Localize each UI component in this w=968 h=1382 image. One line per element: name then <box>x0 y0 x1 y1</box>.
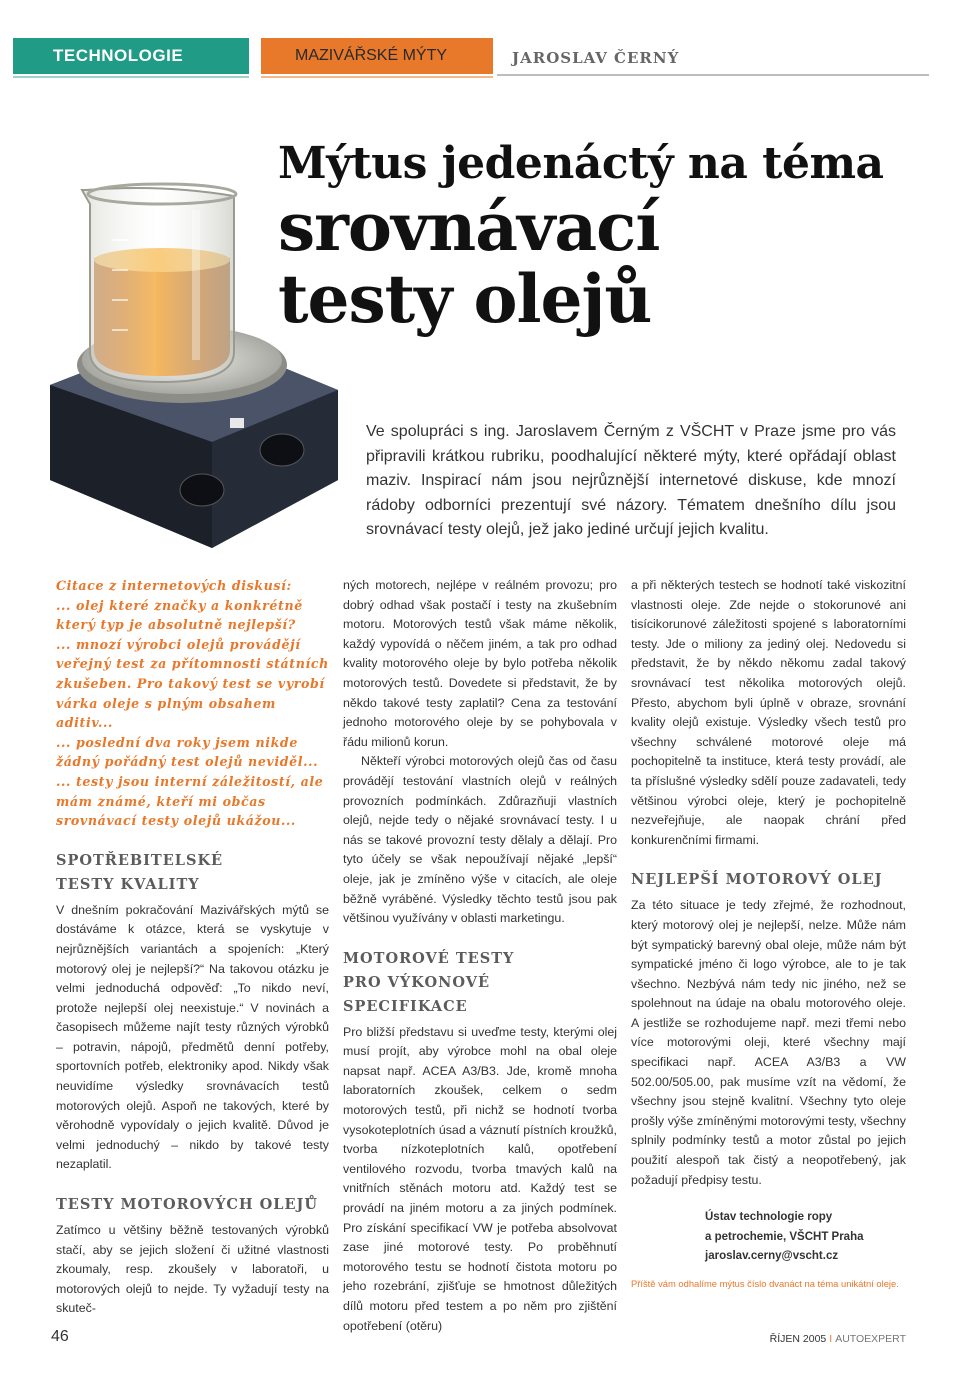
paragraph: Za této situace je tedy zřejmé, že rozhodnout, který motorový olej je nejlepší, nelze. Může nám být sympatický barevný obal oleje, může nám být sympatické jméno či logo výrobce, ale to je tak všechno. Nezbývá nám tedy nic jiného, než se spolehnout na údaje na obalu motorového oleje. A jestliže se rozhodujeme např. mezi třemi nebo více motorovými oleji, které všechny mají specifikaci např. ACEA A3/B3 a VW 502.00/505.00, pak musíme vzít na vědomí, že všechny jsou stejně kvalitní. Všechny tyto oleje prošly výše zmíněnými motorovými testy, všechny splnily podmínky testů a motor zůstal po jejich použití alespoň tak čistý a neopotřebený, jak požadují předpisy testu. <box>631 898 906 1187</box>
quote-item: ... poslední dva roky jsem nikde žádný pořádný test olejů neviděl... <box>56 734 319 770</box>
column-2 <box>343 576 617 1336</box>
section-heading <box>56 849 329 897</box>
title-line-2: srovnávací <box>278 188 660 266</box>
article-title <box>278 138 928 338</box>
footer-issue <box>770 1333 906 1345</box>
heading-line: SPOTŘEBITELSKÉ <box>56 851 224 869</box>
author-email: jaroslav.cerny@vscht.cz <box>705 1250 839 1263</box>
author-affiliation <box>705 1208 906 1267</box>
forum-quotes <box>56 576 329 831</box>
magazine-name: AUTOEXPERT <box>835 1333 906 1345</box>
issue-date: ŘÍJEN 2005 <box>769 1333 827 1345</box>
section-tag: TECHNOLOGIE <box>13 38 249 74</box>
quote-item: ... olej které značky a konkrétně který typ je absolutně nejlepší? <box>56 597 303 633</box>
title-line-1: Mýtus jedenáctý na téma <box>278 138 884 189</box>
article-intro: Ve spolupráci s ing. Jaroslavem Černým z VŠCHT v Praze jsme pro vás připravili krátkou rubriku, poodhalující některé mýty, které opřádají oblast maziv. Inspirací nám jsou nejrůznější internetové diskuse, kde mnozí rádoby odborníci prezentují své názory. Tématem dnešního dílu jsou srovnávací testy olejů, jež jako jediné určují jejich kvalitu. <box>366 423 896 538</box>
paragraph: Zatímco u většiny běžně testovaných výrobků stačí, aby se jejich složení či užitné vlastnosti zkoumaly, resp. zkoušely v laboratoři, u motorových olejů to nejde. Ty vyžadují testy na skuteč- <box>56 1223 329 1316</box>
paragraph: Pro bližší představu si uveďme testy, kterými olej musí projít, aby výrobce mohl na obal oleje napsat např. ACEA A3/B3. Jde, kromě mnoha laboratorních zkoušek, celkem o sedm motorových testů, při nichž se hodnotí tvorba vysokoteplotních úsad a váznutí pístních kroužků, tvorba nízkoteplotních kalů, opotřebení ventilového rozvodu, tvorba tmavých kalů na vnitřních stěnách motoru atd. Každý test se provádí na jiném motoru a za jiných podmínek. Pro získání specifikací VW je potřeba absolvovat zase jiné motorové testy. Po proběhnutí motorového testu se hodnotí čistota motoru po jeho rozebrání, zjišťuje se hmotnost důležitých dílů motoru před testem a po něm pro zjištění opotřebení (otěru) <box>343 1024 617 1333</box>
column-3 <box>631 576 906 1267</box>
heading-line: MOTOROVÉ TESTY <box>343 949 515 967</box>
affiliation-line: a petrochemie, VŠCHT Praha <box>705 1230 864 1243</box>
beaker-on-hotplate-image <box>42 180 342 550</box>
heading-line: PRO VÝKONOVÉ SPECIFIKACE <box>343 973 491 1015</box>
next-issue-note: Příště vám odhalíme mýtus číslo dvanáct na téma unikátní oleje. <box>631 1278 899 1289</box>
affiliation-line: Ústav technologie ropy <box>705 1211 833 1224</box>
section-heading: NEJLEPŠÍ MOTOROVÝ OLEJ <box>631 871 883 889</box>
quote-item: Citace z internetových diskusí: <box>56 578 292 593</box>
section-heading: TESTY MOTOROVÝCH OLEJŮ <box>56 1196 319 1214</box>
series-tag: MAZIVÁŘSKÉ MÝTY <box>261 38 493 74</box>
title-line-3: testy olejů <box>278 260 652 338</box>
page-number: 46 <box>51 1328 69 1345</box>
heading-line: TESTY KVALITY <box>56 875 200 893</box>
paragraph: ných motorech, nejlépe v reálném provozu; pro dobrý odhad však postačí i testy na zkušebním motoru. Motorových testů však máme několik, každý vypovídá o něčem jiném, a tak pro odhad kvality motorového oleje by bylo potřeba několik motorových testů. Dovedete si představit, že by někdo takové testy zaplatil? Cena za testování jednoho motorového oleje by se pohybovala v řádu milionů korun. <box>343 578 617 749</box>
column-1 <box>56 576 329 1319</box>
paragraph: Někteří výrobci motorových olejů čas od času provádějí testování vlastních olejů v reálných provozních podmínkách. Zdůrazňuji vlastních olejů, nejde tedy o nějaké srovnávací testy. I u nás se takové provozní testy dělaly a dělají. Pro tyto účely se však nepoužívají nějaké „lepší“ oleje, jak je zmíněno výše v citacích, ale oleje běžně vyráběné. Výsledky těchto testů jsou pak většinou využívány v oblasti marketingu. <box>343 754 617 926</box>
section-heading <box>343 947 617 1019</box>
paragraph: a při některých testech se hodnotí také viskozitní vlastnosti oleje. Zde nejde o stokorunové ani tisícikorunové záležitosti spojené s laboratorními testy. Jde o miliony za jediný olej. Nedovedu si představit, že by někdo někomu zadal takový srovnávací test několika motorových olejů. Přesto, abychom byli úplně v obraze, srovnání kvality olejů existuje. Výsledky všech testů pro všechny schválené motorové oleje má pochopitelně ta instituce, která testy provádí, ale ta příslušné výsledky sdělí pouze zadavateli, tedy většinou výrobci oleje, který je pochopitelně nezveřejňuje, ale naopak chrání před konkurenčními firmami. <box>631 578 906 847</box>
footer-separator: I <box>829 1333 833 1345</box>
author-byline: JAROSLAV ČERNÝ <box>512 49 680 67</box>
paragraph: V dnešním pokračování Mazivářských mýtů se dostáváme k otázce, která se vyskytuje v nejrůznějších variantách a spojeních: „Který motorový olej je nejlepší?“ Na takovou otázku je velmi jednoduchá odpověď: „To nikdo neví, protože nejlepší olej neexistuje.“ V novinách a časopisech můžeme najít testy různých výrobků – potravin, nápojů, předmětů denní potřeby, sportovních potřeb, elektroniky apod. Nikdy však neuvidíme výsledky srovnávacích testů motorových olejů. Aspoň ne takových, které by věrohodně vypovídaly o jejich kvalitě. Důvod je velmi jednoduchý – nikdo by takové testy nezaplatil. <box>56 902 329 1172</box>
byline-rule <box>497 74 929 76</box>
quote-item: ... testy jsou interní záležitostí, ale mám známé, kteří mi občas srovnávací testy olejů ukážou... <box>56 773 324 829</box>
quote-item: ... mnozí výrobci olejů provádějí veřejný test za přítomnosti státních zkušeben. Pro takový test se vyrobí várka oleje s plným obsahem aditiv... <box>56 636 329 731</box>
